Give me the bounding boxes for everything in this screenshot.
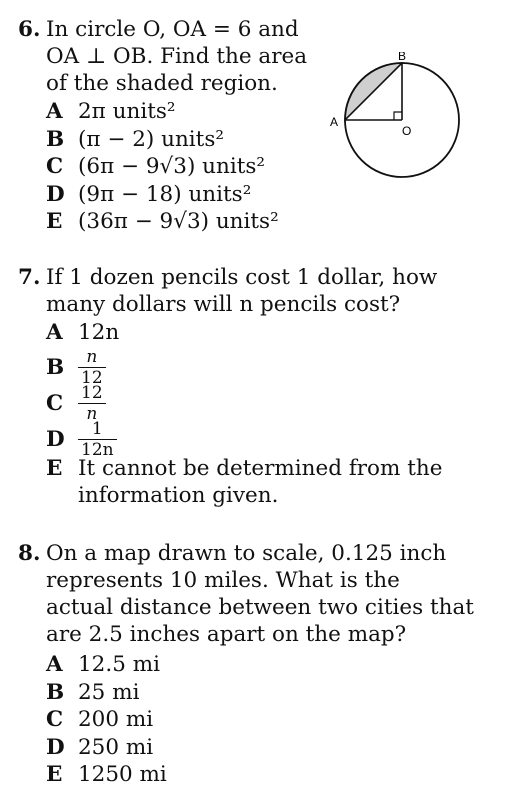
answer-option[interactable]: [46, 126, 279, 154]
label-b: B: [398, 52, 407, 63]
question-number: 6.: [18, 17, 41, 42]
answer-option[interactable]: [46, 455, 442, 509]
option-text: 12n: [78, 320, 120, 345]
question-7: [18, 264, 488, 508]
option-text: (6π − 9√3) units²: [78, 154, 266, 179]
answer-option[interactable]: [46, 382, 442, 424]
option-text: (9π − 18) units²: [78, 181, 252, 207]
option-text: 12.5 mi: [78, 652, 160, 677]
answer-option[interactable]: [46, 761, 167, 789]
option-letter: C: [46, 154, 64, 179]
label-a: A: [330, 115, 339, 129]
option-letter: A: [46, 320, 63, 345]
question-8: [18, 540, 488, 787]
answer-option[interactable]: [46, 181, 279, 209]
answer-options: [46, 651, 167, 789]
answer-option[interactable]: [46, 153, 279, 181]
stem-line: of the shaded region.: [46, 71, 278, 96]
fraction-numerator: 12: [78, 383, 106, 404]
fraction-numerator: 1: [78, 419, 117, 440]
option-text: (36π − 9√3) units²: [78, 209, 279, 234]
answer-option[interactable]: [46, 706, 167, 734]
option-letter: C: [46, 707, 64, 732]
fraction-denominator: n: [86, 403, 98, 424]
answer-option[interactable]: [46, 98, 279, 126]
stem-line: OA ⊥ OB. Find the area: [46, 44, 308, 69]
option-text: 250 mi: [78, 734, 154, 760]
option-letter: D: [46, 426, 65, 452]
option-text: It cannot be determined from the: [78, 455, 443, 481]
answer-option[interactable]: [46, 418, 442, 460]
option-letter: D: [46, 734, 65, 760]
option-text: 25 mi: [78, 679, 140, 705]
circle-diagram: [322, 52, 482, 212]
answer-option[interactable]: [46, 651, 167, 679]
stem-line: If 1 dozen pencils cost 1 dollar, how: [46, 265, 438, 290]
question-number: 8.: [18, 541, 41, 566]
option-letter: B: [46, 679, 65, 705]
option-text-continued: information given.: [78, 482, 279, 508]
option-letter: B: [46, 126, 65, 152]
stem-line: actual distance between two cities that: [46, 595, 474, 620]
option-text: 1250 mi: [78, 762, 167, 787]
question-stem: [46, 16, 307, 97]
option-letter: E: [46, 209, 63, 234]
option-letter: C: [46, 390, 64, 416]
question-number: 7.: [18, 265, 41, 290]
option-letter: A: [46, 99, 63, 124]
answer-option[interactable]: [46, 208, 279, 236]
option-fraction: [78, 419, 117, 460]
option-text: (π − 2) units²: [78, 126, 224, 152]
option-fraction: [78, 383, 106, 424]
fraction-denominator: 12: [81, 367, 103, 388]
option-fraction: [78, 347, 106, 388]
question-6: [18, 16, 488, 234]
option-letter: E: [46, 762, 63, 787]
option-letter: B: [46, 354, 65, 380]
answer-option[interactable]: [46, 679, 167, 707]
option-text: 200 mi: [78, 707, 154, 732]
question-stem: [46, 540, 474, 648]
answer-options: [46, 319, 442, 509]
answer-options: [46, 98, 279, 236]
stem-line: represents 10 miles. What is the: [46, 568, 400, 593]
question-stem: [46, 264, 437, 318]
stem-line: On a map drawn to scale, 0.125 inch: [46, 541, 447, 566]
answer-option[interactable]: [46, 734, 167, 762]
label-o: O: [402, 124, 412, 138]
option-letter: D: [46, 181, 65, 207]
stem-line: In circle O, OA = 6 and: [46, 17, 299, 42]
answer-option[interactable]: [46, 319, 442, 347]
option-text: 2π units²: [78, 99, 176, 124]
answer-option[interactable]: [46, 346, 442, 388]
fraction-denominator: 12n: [81, 439, 114, 460]
option-letter: A: [46, 652, 63, 677]
stem-line: many dollars will n pencils cost?: [46, 292, 401, 317]
option-letter: E: [46, 455, 63, 481]
stem-line: are 2.5 inches apart on the map?: [46, 622, 407, 647]
right-angle-mark: [394, 112, 402, 120]
fraction-numerator: n: [78, 347, 106, 368]
